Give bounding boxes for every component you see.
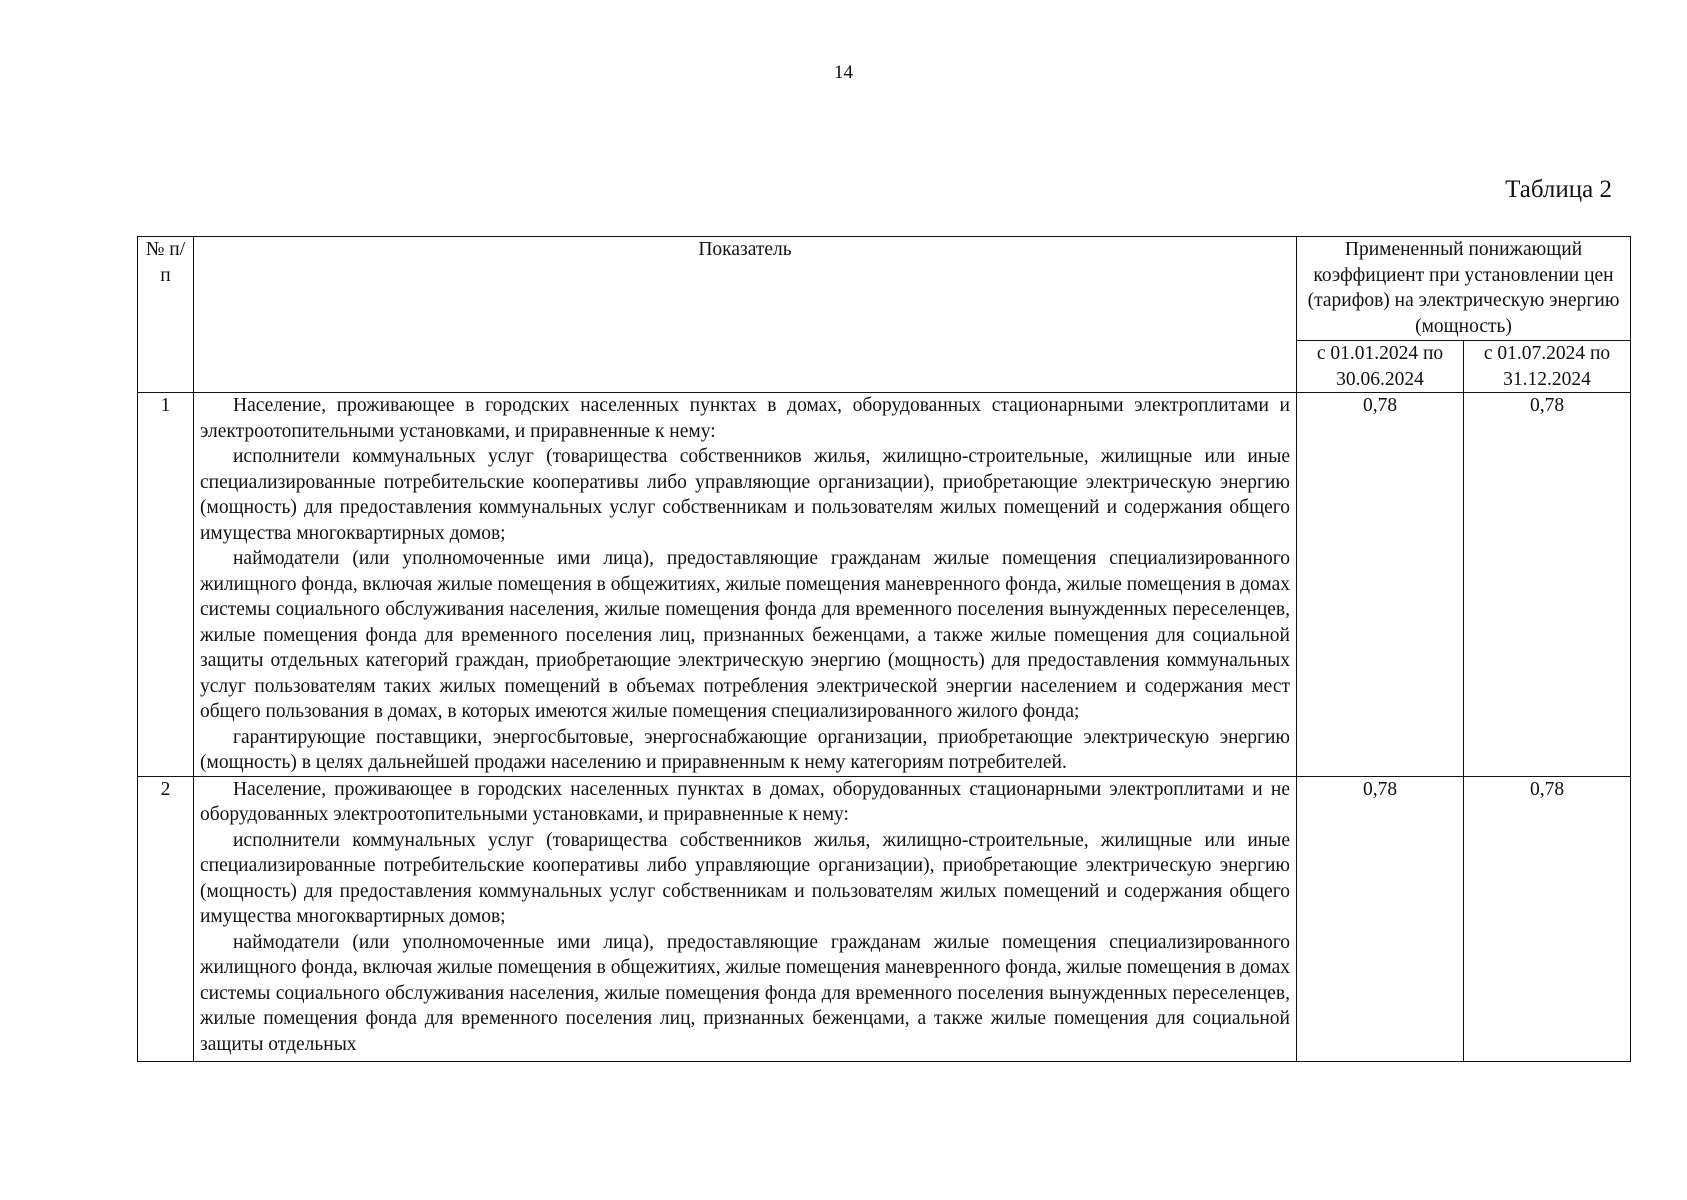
- indicator-paragraph: исполнители коммунальных услуг (товарищества собственников жилья, жилищно-строительные, жилищные или иные специализированные потребительские кооперативы либо управляющие организации), приобретающие электрическую энергию (мощность) для предоставления коммунальных услуг собственникам и пользователям жилых помещений и содержания общего имущества многоквартирных домов;: [200, 446, 1290, 544]
- page-number: 14: [834, 62, 853, 83]
- row-value-period-2: 0,78: [1464, 393, 1631, 777]
- row-indicator: [194, 776, 1297, 1061]
- indicator-paragraph: наймодатели (или уполномоченные ими лица), предоставляющие гражданам жилые помещения специализированного жилищного фонда, включая жилые помещения в общежитиях, жилые помещения маневренного фонда, жилые помещения в домах системы социального обслуживания населения, жилые помещения фонда для временного поселения вынужденных переселенцев, жилые помещения фонда для временного поселения лиц, признанных беженцами, а также жилые помещения для социальной защиты отдельных категорий граждан, приобретающие электрическую энергию (мощность) для предоставления коммунальных услуг пользователям таких жилых помещений в объемах потребления электрической энергии населением и содержания мест общего пользования в домах, в которых имеются жилые помещения специализированного жилого фонда;: [200, 548, 1290, 722]
- row-value-period-1: 0,78: [1297, 776, 1464, 1061]
- header-indicator: Показатель: [194, 237, 1297, 393]
- indicator-paragraph: наймодатели (или уполномоченные ими лица), предоставляющие гражданам жилые помещения специализированного жилищного фонда, включая жилые помещения в общежитиях, жилые помещения маневренного фонда, жилые помещения в домах системы социального обслуживания населения, жилые помещения фонда для временного поселения вынужденных переселенцев, жилые помещения фонда для временного поселения лиц, признанных беженцами, а также жилые помещения для социальной защиты отдельных: [200, 931, 1290, 1055]
- header-num: № п/п: [138, 237, 194, 393]
- header-coef: Примененный понижающий коэффициент при установлении цен (тарифов) на электрическую энергию (мощность): [1297, 237, 1631, 341]
- row-number: 2: [138, 776, 194, 1061]
- header-period-2: с 01.07.2024 по 31.12.2024: [1464, 341, 1631, 393]
- row-value-period-2: 0,78: [1464, 776, 1631, 1061]
- row-indicator: [194, 393, 1297, 777]
- coefficients-table: [137, 236, 1631, 1062]
- row-number: 1: [138, 393, 194, 777]
- table-row: [138, 776, 1631, 1061]
- indicator-paragraph: исполнители коммунальных услуг (товарищества собственников жилья, жилищно-строительные, жилищные или иные специализированные потребительские кооперативы либо управляющие организации), приобретающие электрическую энергию (мощность) для предоставления коммунальных услуг собственникам и пользователям жилых помещений и содержания общего имущества многоквартирных домов;: [200, 829, 1290, 927]
- row-value-period-1: 0,78: [1297, 393, 1464, 777]
- indicator-paragraph: Население, проживающее в городских населенных пунктах в домах, оборудованных стационарными электроплитами и не оборудованных электроотопительными установками, и приравненные к нему:: [200, 778, 1290, 825]
- indicator-paragraph: Население, проживающее в городских населенных пунктах в домах, оборудованных стационарными электроплитами и электроотопительными установками, и приравненные к нему:: [200, 395, 1290, 442]
- table-caption: Таблица 2: [1505, 176, 1612, 203]
- indicator-text-clip: [200, 777, 1290, 1061]
- table-row: [138, 393, 1631, 777]
- indicator-paragraph: гарантирующие поставщики, энергосбытовые, энергоснабжающие организации, приобретающие электрическую энергию (мощность) в целях дальнейшей продажи населению и приравненным к нему категориям потребителей.: [200, 726, 1290, 773]
- header-period-1: с 01.01.2024 по 30.06.2024: [1297, 341, 1464, 393]
